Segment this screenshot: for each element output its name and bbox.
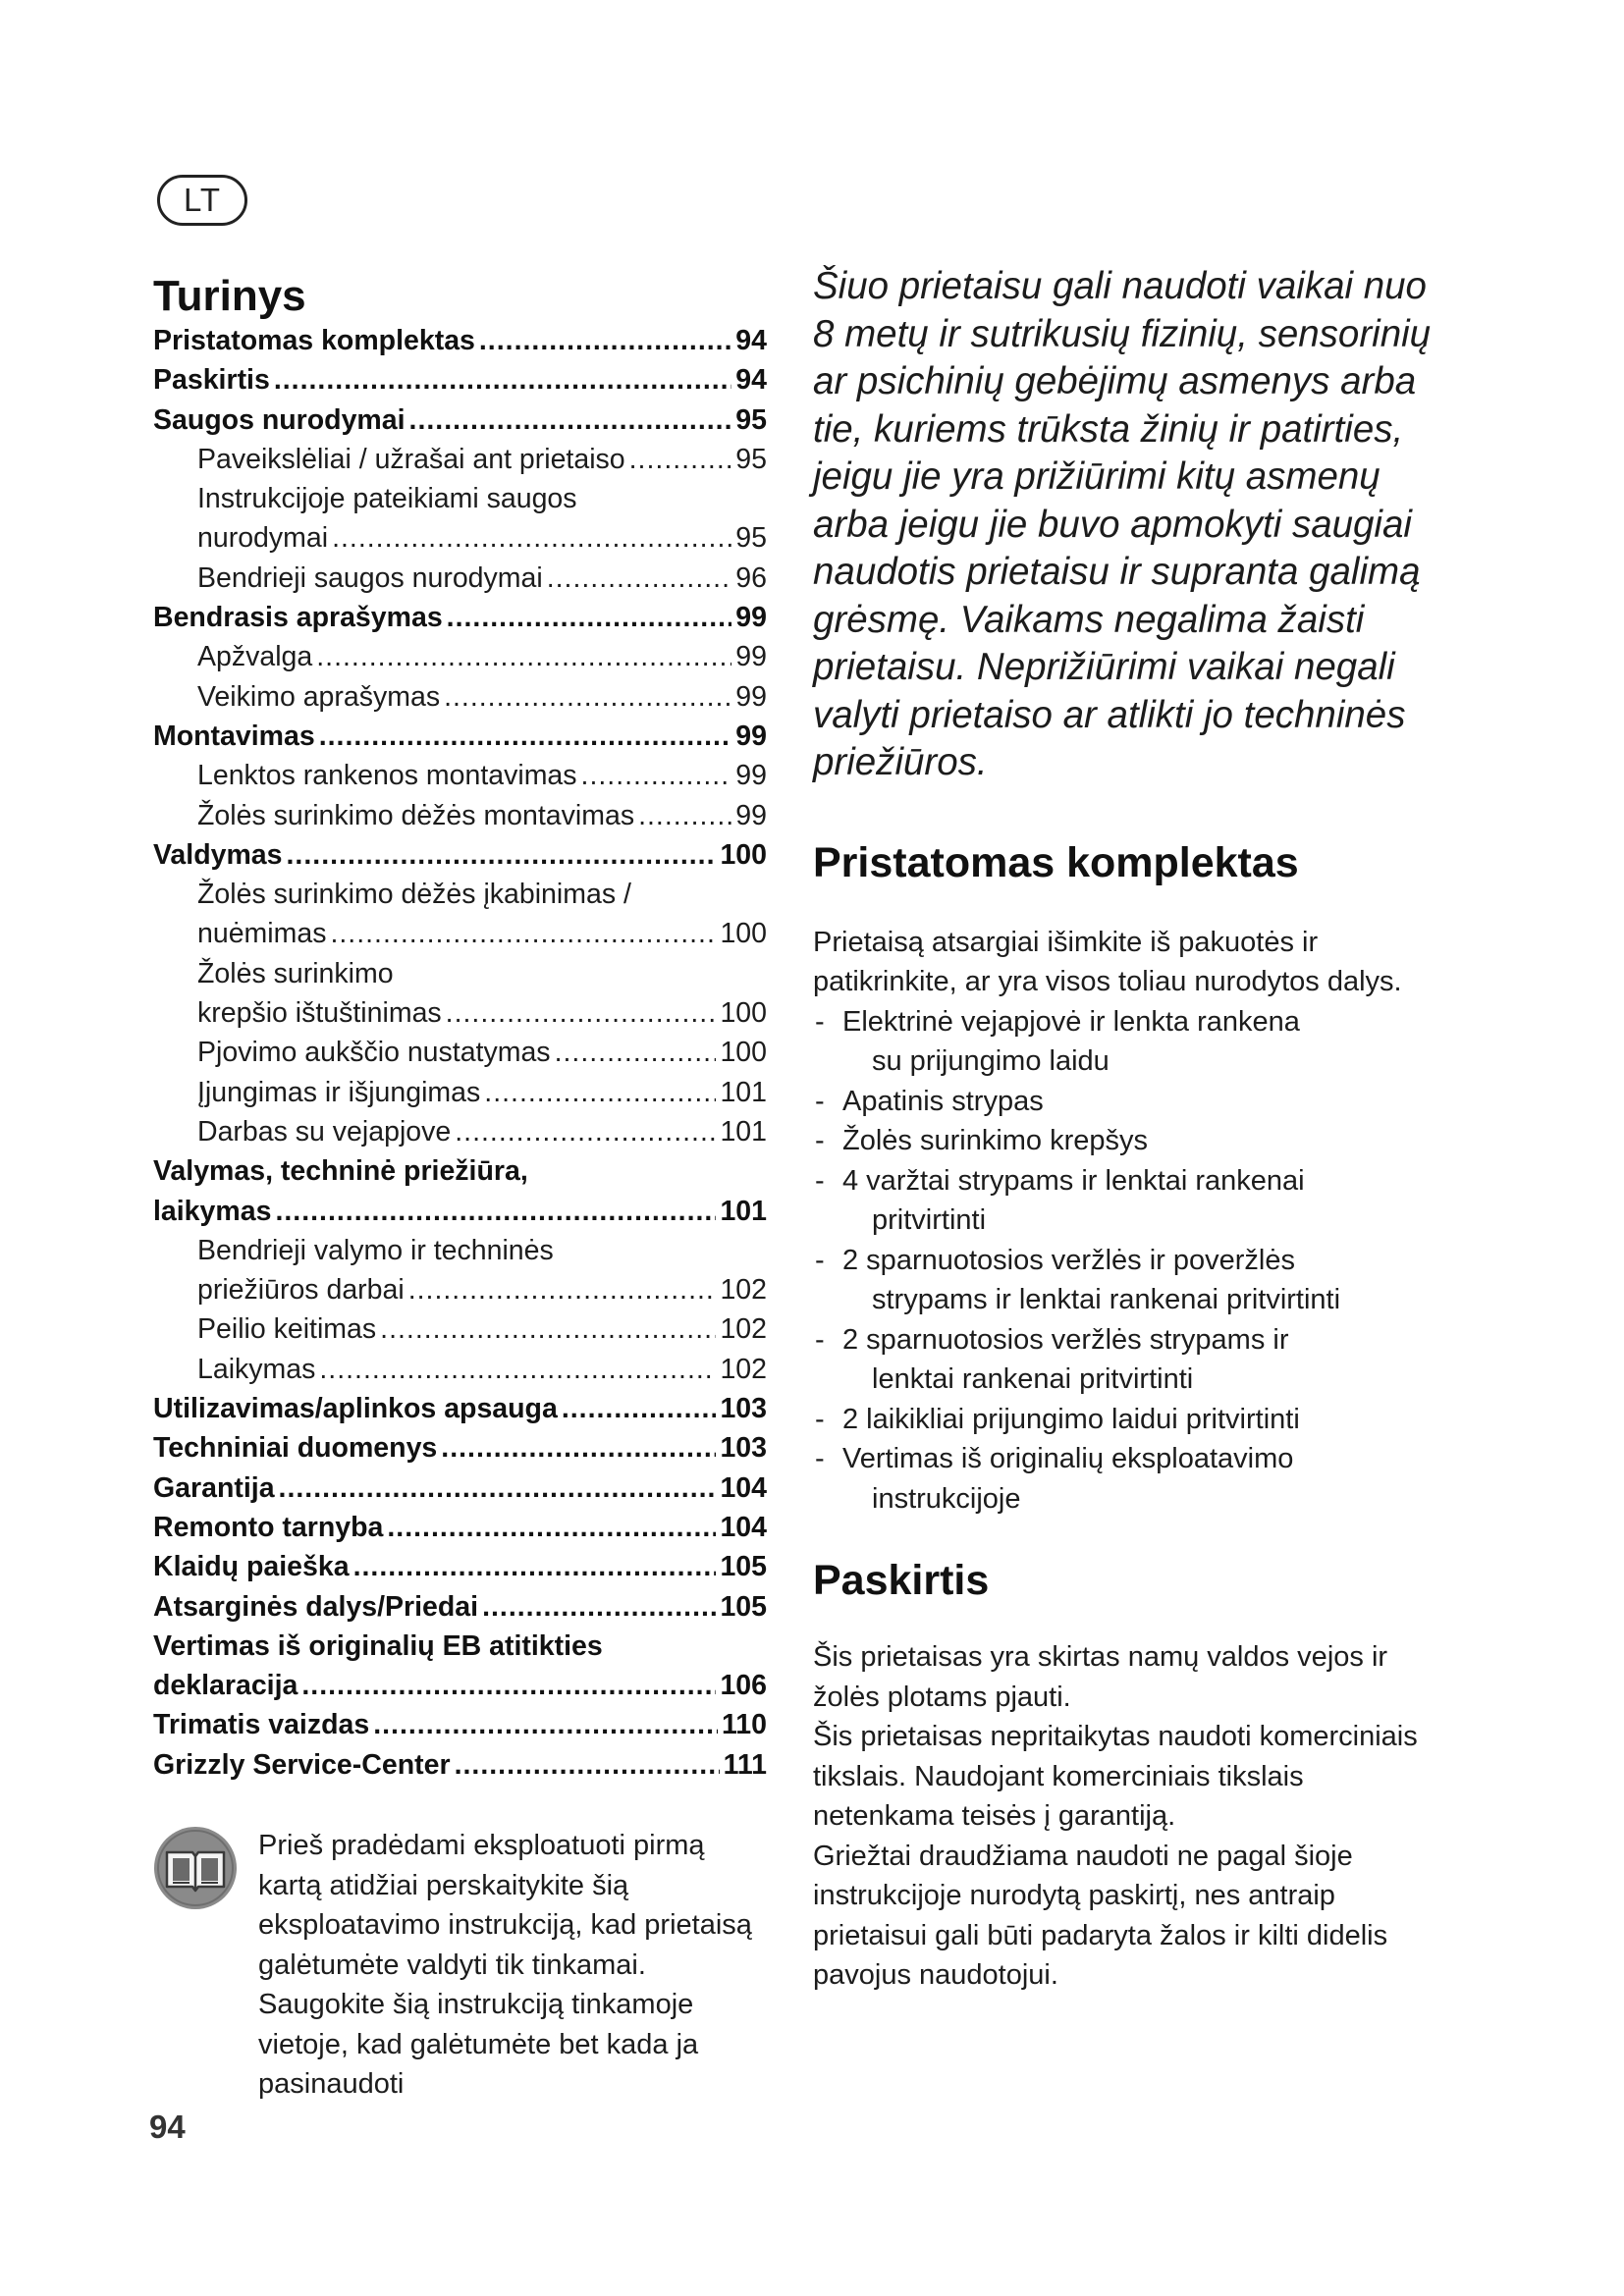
- toc-entry-page: 105: [720, 1590, 767, 1623]
- package-item-continuation: su prijungimo laidu: [872, 1045, 1110, 1077]
- package-item-continuation: pritvirtinti: [872, 1204, 987, 1236]
- toc-dot-leader: [479, 321, 731, 360]
- toc-entry: [153, 637, 767, 676]
- toc-entry-label: priežiūros darbai: [197, 1274, 405, 1307]
- toc-entry: [153, 835, 767, 875]
- toc-dot-leader: [301, 1666, 716, 1705]
- toc-dot-leader: [581, 756, 732, 795]
- package-item: [813, 1002, 1441, 1082]
- toc-entry-label: Valdymas: [153, 838, 283, 871]
- toc-entry-label: nurodymai: [197, 522, 329, 555]
- toc-entry-label: Bendrieji valymo ir techninės: [197, 1234, 554, 1266]
- toc-entry: [153, 598, 767, 637]
- toc-entry: [153, 756, 767, 795]
- table-of-contents: [153, 321, 767, 1785]
- package-item: [813, 1082, 1441, 1122]
- package-item-line: - 2 sparnuotosios veržlės ir poveržlės: [842, 1244, 1295, 1276]
- toc-entry-label: laikymas: [153, 1195, 272, 1227]
- toc-entry-page: 94: [735, 364, 767, 397]
- toc-entry-page: 105: [720, 1551, 767, 1583]
- note-text: Prieš pradėdami eksploatuoti pirmą kartą atidžiai perskaitykite šią eksploatavimo instrukciją, kad prietaisą galėtumėte valdyti tik tinkamai. Saugokite šią instrukciją tinkamoje vietoje, kad galėtumėte bet kada ja pasinaudoti: [258, 1830, 752, 2100]
- toc-entry-page: 95: [735, 522, 767, 555]
- toc-dot-leader: [287, 835, 717, 875]
- toc-entry: [153, 1547, 767, 1586]
- toc-entry-page: 100: [720, 918, 767, 950]
- toc-dot-leader: [482, 1587, 716, 1627]
- toc-entry: [153, 1705, 767, 1744]
- toc-entry: [153, 1627, 767, 1666]
- toc-dot-leader: [555, 1033, 717, 1072]
- toc-entry-label: Lenktos rankenos montavimas: [197, 760, 577, 792]
- toc-dot-leader: [455, 1112, 716, 1151]
- toc-entry: [153, 1468, 767, 1508]
- toc-entry: [153, 1350, 767, 1389]
- toc-entry-label: krepšio ištuštinimas: [197, 997, 442, 1030]
- book-icon: [153, 1826, 238, 1910]
- page-number: 94: [149, 2109, 186, 2145]
- toc-entry-page: 102: [720, 1353, 767, 1385]
- toc-entry: [153, 360, 767, 400]
- toc-entry: [153, 1231, 767, 1270]
- toc-entry-label: Valymas, techninė priežiūra,: [153, 1155, 528, 1188]
- toc-entry: [153, 400, 767, 440]
- toc-entry-page: 104: [720, 1471, 767, 1504]
- package-item-line: - 2 sparnuotosios veržlės strypams ir: [842, 1323, 1289, 1356]
- toc-entry: [153, 1666, 767, 1705]
- toc-entry-label: Grizzly Service-Center: [153, 1748, 451, 1781]
- toc-entry: [153, 518, 767, 558]
- toc-entry-page: 102: [720, 1313, 767, 1346]
- toc-dot-leader: [353, 1547, 717, 1586]
- toc-dot-leader: [319, 1350, 716, 1389]
- toc-entry-label: Žolės surinkimo dėžės įkabinimas /: [197, 879, 631, 911]
- package-item: [813, 1320, 1441, 1400]
- toc-entry-label: Techniniai duomenys: [153, 1432, 438, 1465]
- package-item-line: - Elektrinė vejapjovė ir lenkta rankena: [842, 1005, 1300, 1038]
- toc-dot-leader: [446, 993, 717, 1033]
- toc-entry-page: 100: [720, 1037, 767, 1069]
- package-item: [813, 1161, 1441, 1241]
- toc-entry-label: Atsarginės dalys/Priedai: [153, 1590, 479, 1623]
- toc-entry: [153, 914, 767, 953]
- toc-entry: [153, 796, 767, 835]
- package-item-continuation: instrukcijoje: [872, 1482, 1021, 1515]
- toc-entry-label: nuėmimas: [197, 918, 327, 950]
- toc-entry-label: Darbas su vejapjove: [197, 1115, 452, 1148]
- toc-entry: [153, 1309, 767, 1349]
- toc-entry-page: 100: [720, 838, 767, 871]
- toc-dot-leader: [447, 598, 732, 637]
- toc-entry-label: Veikimo aprašymas: [197, 680, 441, 713]
- toc-entry-label: Laikymas: [197, 1353, 316, 1385]
- toc-dot-leader: [441, 1428, 716, 1468]
- toc-entry-page: 106: [720, 1670, 767, 1702]
- toc-entry-label: Klaidų paieška: [153, 1551, 350, 1583]
- toc-entry: [153, 954, 767, 993]
- package-item-continuation: strypams ir lenktai rankenai pritvirtinti: [872, 1284, 1341, 1315]
- toc-entry-page: 96: [735, 561, 767, 594]
- package-item-continuation: lenktai rankenai pritvirtinti: [872, 1363, 1194, 1395]
- language-badge: LT: [157, 175, 247, 226]
- toc-dot-leader: [279, 1468, 717, 1508]
- toc-entry-label: Remonto tarnyba: [153, 1511, 384, 1543]
- toc-dot-leader: [455, 1745, 720, 1785]
- toc-entry-label: Paskirtis: [153, 364, 270, 397]
- toc-entry: [153, 1112, 767, 1151]
- toc-entry-page: 94: [735, 325, 767, 356]
- toc-entry: [153, 1270, 767, 1309]
- toc-entry-label: Apžvalga: [197, 641, 313, 673]
- toc-entry-label: Utilizavimas/aplinkos apsauga: [153, 1393, 558, 1425]
- toc-entry-page: 99: [735, 799, 767, 831]
- package-item: [813, 1121, 1441, 1161]
- toc-dot-leader: [409, 400, 732, 440]
- purpose-paragraph-3: Griežtai draudžiama naudoti ne pagal šioje instrukcijoje nurodytą paskirtį, nes antraip prietaisui gali būti padaryta žalos ir kilti didelis pavojus naudotojui.: [813, 1840, 1388, 1991]
- toc-dot-leader: [274, 360, 731, 400]
- toc-entry-page: 104: [720, 1511, 767, 1543]
- toc-dot-leader: [408, 1270, 717, 1309]
- toc-entry-label: Paveikslėliai / užrašai ant prietaiso: [197, 443, 625, 475]
- toc-entry: [153, 1033, 767, 1072]
- toc-entry-page: 101: [720, 1195, 767, 1227]
- toc-dot-leader: [547, 559, 732, 598]
- toc-entry-page: 99: [735, 641, 767, 673]
- toc-dot-leader: [562, 1389, 717, 1428]
- toc-entry: [153, 1428, 767, 1468]
- toc-entry: [153, 993, 767, 1033]
- toc-entry-page: 99: [735, 602, 767, 634]
- toc-entry-label: Bendrasis aprašymas: [153, 602, 443, 634]
- toc-title: Turinys: [153, 272, 306, 320]
- toc-entry: [153, 1745, 767, 1785]
- toc-dot-leader: [330, 914, 716, 953]
- toc-entry: [153, 1587, 767, 1627]
- toc-dot-leader: [332, 518, 731, 558]
- toc-dot-leader: [638, 796, 731, 835]
- toc-dot-leader: [373, 1705, 718, 1744]
- package-item: [813, 1439, 1441, 1519]
- toc-dot-leader: [319, 717, 732, 756]
- toc-entry-label: Pristatomas komplektas: [153, 325, 475, 356]
- purpose-paragraph-2: Šis prietaisas nepritaikytas naudoti komerciniais tikslais. Naudojant komerciniais tikslais netenkama teisės į garantiją.: [813, 1721, 1418, 1832]
- toc-dot-leader: [380, 1309, 716, 1349]
- toc-entry-page: 103: [720, 1432, 767, 1465]
- toc-entry-label: Garantija: [153, 1471, 275, 1504]
- toc-entry-label: Montavimas: [153, 720, 315, 752]
- toc-entry-label: deklaracija: [153, 1670, 298, 1702]
- toc-entry: [153, 1192, 767, 1231]
- toc-entry: [153, 717, 767, 756]
- purpose-paragraph-1: Šis prietaisas yra skirtas namų valdos vejos ir žolės plotams pjauti.: [813, 1641, 1388, 1713]
- toc-entry-label: Saugos nurodymai: [153, 403, 406, 436]
- toc-entry-page: 102: [720, 1274, 767, 1307]
- toc-entry-page: 99: [735, 720, 767, 752]
- package-heading: Pristatomas komplektas: [813, 838, 1299, 886]
- toc-entry-page: 101: [720, 1115, 767, 1148]
- toc-entry-label: Vertimas iš originalių EB atitikties: [153, 1629, 603, 1662]
- toc-entry-page: 99: [735, 760, 767, 792]
- toc-entry-label: Pjovimo aukščio nustatymas: [197, 1037, 551, 1069]
- safety-intro-italic: Šiuo prietaisu gali naudoti vaikai nuo 8 metų ir sutrikusių fizinių, sensorinių ar psichinių gebėjimų asmenys arba tie, kuriems trūksta žinių ir patirties, jeigu jie yra prižiūrimi kitų asmenų arba jeigu jie buvo apmokyti saugiai naudotis prietaisu ir supranta galimą grėsmę. Vaikams negalima žaisti prietaisu. Neprižiūrimi vaikai negali valyti prietaiso ar atlikti jo techninės priežiūros.: [813, 265, 1432, 783]
- toc-entry-label: Peilio keitimas: [197, 1313, 377, 1346]
- package-item: [813, 1400, 1441, 1440]
- toc-entry-label: Žolės surinkimo: [197, 957, 394, 989]
- toc-dot-leader: [387, 1508, 716, 1547]
- toc-entry-page: 100: [720, 997, 767, 1030]
- toc-entry-label: Bendrieji saugos nurodymai: [197, 561, 543, 594]
- package-item-line: - Vertimas iš originalių eksploatavimo: [842, 1443, 1294, 1474]
- toc-entry-label: Instrukcijoje pateikiami saugos: [197, 483, 577, 515]
- toc-dot-leader: [275, 1192, 716, 1231]
- toc-dot-leader: [444, 677, 731, 717]
- toc-entry-page: 101: [720, 1076, 767, 1108]
- purpose-heading: Paskirtis: [813, 1557, 990, 1604]
- toc-entry: [153, 875, 767, 914]
- toc-entry: [153, 440, 767, 479]
- toc-entry-page: 95: [735, 403, 767, 436]
- toc-entry-page: 99: [735, 680, 767, 713]
- package-intro: Prietaisą atsargiai išimkite iš pakuotės ir patikrinkite, ar yra visos toliau nurodytos dalys.: [813, 926, 1402, 997]
- package-item-line: - Žolės surinkimo krepšys: [842, 1125, 1149, 1156]
- toc-entry: [153, 1508, 767, 1547]
- package-list: [813, 1002, 1441, 1520]
- toc-entry: [153, 1389, 767, 1428]
- toc-entry-page: 103: [720, 1393, 767, 1425]
- toc-dot-leader: [316, 637, 731, 676]
- package-item-line: - 2 laikikliai prijungimo laidui pritvirtinti: [842, 1403, 1300, 1435]
- toc-entry: [153, 479, 767, 518]
- toc-entry: [153, 1151, 767, 1191]
- right-column: [813, 263, 1441, 1996]
- toc-entry: [153, 559, 767, 598]
- toc-dot-leader: [484, 1073, 716, 1112]
- package-item-line: - Apatinis strypas: [842, 1085, 1044, 1117]
- package-item-line: - 4 varžtai strypams ir lenktai rankenai: [842, 1164, 1305, 1197]
- toc-entry: [153, 1073, 767, 1112]
- toc-dot-leader: [629, 440, 732, 479]
- toc-entry-page: 110: [722, 1709, 767, 1741]
- toc-entry-page: 111: [723, 1748, 767, 1781]
- toc-entry-label: Įjungimas ir išjungimas: [197, 1076, 481, 1108]
- package-item: [813, 1241, 1441, 1320]
- toc-entry-page: 95: [735, 443, 767, 475]
- toc-entry: [153, 677, 767, 717]
- toc-entry-label: Žolės surinkimo dėžės montavimas: [197, 799, 635, 831]
- toc-entry-label: Trimatis vaizdas: [153, 1709, 370, 1741]
- toc-entry: [153, 321, 767, 360]
